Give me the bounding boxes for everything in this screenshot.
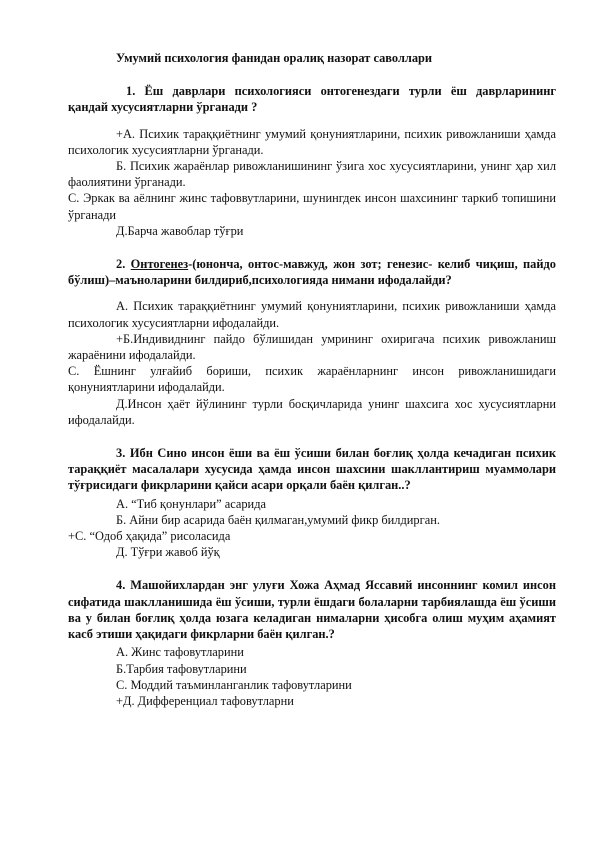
question-2 (68, 256, 556, 428)
answer-option-c: С. Эркак ва аёлнинг жинс тафоввутларини, шунингдек инсон шахсининг таркиб топишини ўрганади (68, 191, 556, 222)
answer-option-d: Д. Тўғри жавоб йўқ (116, 545, 220, 560)
page-title: Умумий психология фанидан оралиқ назорат саволлари (116, 51, 433, 65)
answer-option-d: Д.Барча жавоблар тўғри (116, 223, 244, 238)
answer-options (68, 298, 556, 428)
question-body: Ёш даврлари психологияси онтогенездаги турли ёш даврларининг қандай хусусиятларни ўрганади ? (68, 84, 556, 115)
question-number: 4. (116, 578, 126, 593)
answer-option-b: +Б.Индивиднинг пайдо бўлишидан умрининг охиригача психик ривожланиш жараёнини ифодалайди. (68, 331, 556, 363)
question-term: Онтогенез (130, 257, 189, 272)
answer-option-a: +А. Психик тараққиётнинг умумий қонуниятларини, психик ривожланиши ҳамда психологик хусусиятларни ўрганади. (68, 126, 556, 157)
answer-option-c: С. Моддий таъминланганлик тафовутларини (116, 677, 352, 692)
answer-options (68, 644, 556, 709)
answer-option-b: Б.Тарбия тафовутларини (116, 661, 247, 676)
question-body: -(юнонча, онтос-мавжуд, жон зот; генезис- келиб чиқиш, пайдо бўлиш)–маъноларини билдириб,психологияда нимани ифодалайди? (68, 257, 556, 288)
answer-option-c: С. Ёшнинг улғайиб бориши, психик жараёнларнинг инсон ривожланишидаги қонуниятларини ифодалайди. (68, 364, 556, 395)
document-content (68, 50, 556, 709)
question-number: 3. (116, 446, 126, 461)
answer-option-d: Д.Инсон ҳаёт йўлининг турли босқичларида унинг шахсига хос хусусиятларни ифодалайди. (68, 396, 556, 427)
answer-option-b: Б. Психик жараёнлар ривожланишининг ўзига хос хусусиятларини, унинг ҳар хил фаолиятини ўрганади. (68, 159, 556, 190)
answer-options (68, 126, 556, 239)
question-1 (68, 83, 556, 239)
answer-option-d: +Д. Дифференциал тафовутларни (116, 693, 294, 708)
answer-option-a: А. “Тиб қонунлари” асарида (116, 496, 266, 511)
answer-options (68, 496, 556, 561)
question-text (68, 445, 556, 494)
question-text (68, 256, 556, 288)
question-4 (68, 577, 556, 709)
question-text (68, 577, 556, 642)
question-number: 2. (116, 257, 126, 272)
question-body: Ибн Сино инсон ёши ва ёш ўсиши билан боғлиқ ҳолда кечадиган психик тараққиёт масалалари хусусида ҳамда инсон шахсини шакллантириш муаммолари тўғрисидаги фикрларини қайси асари орқали баён қилган..? (68, 446, 556, 493)
question-body: Машойихлардан энг улуғи Хожа Аҳмад Яссавий инсоннинг комил инсон сифатида шаклланишида ёш ўсиши, турли ёшдаги болаларни тарбиялашда ёш ўсиши ва у билан боғлиқ ҳолда юзага келадиган нималарни ҳисобга олиш муҳим аҳамият касб этиши ҳақидаги фикрларни баён қилган.? (68, 578, 556, 642)
question-3 (68, 445, 556, 560)
answer-option-a: А. Психик тараққиётнинг умумий қонуниятларини, психик ривожланиши ҳамда психологик хусусиятларни ифодалайди. (68, 299, 556, 330)
answer-option-a: А. Жинс тафовутларини (116, 645, 244, 660)
question-text (68, 83, 556, 115)
answer-option-c: +С. “Одоб ҳақида” рисоласида (68, 529, 231, 544)
answer-option-b: Б. Айни бир асарида баён қилмаган,умумий фикр билдирган. (116, 512, 440, 527)
question-number: 1. (126, 84, 136, 99)
